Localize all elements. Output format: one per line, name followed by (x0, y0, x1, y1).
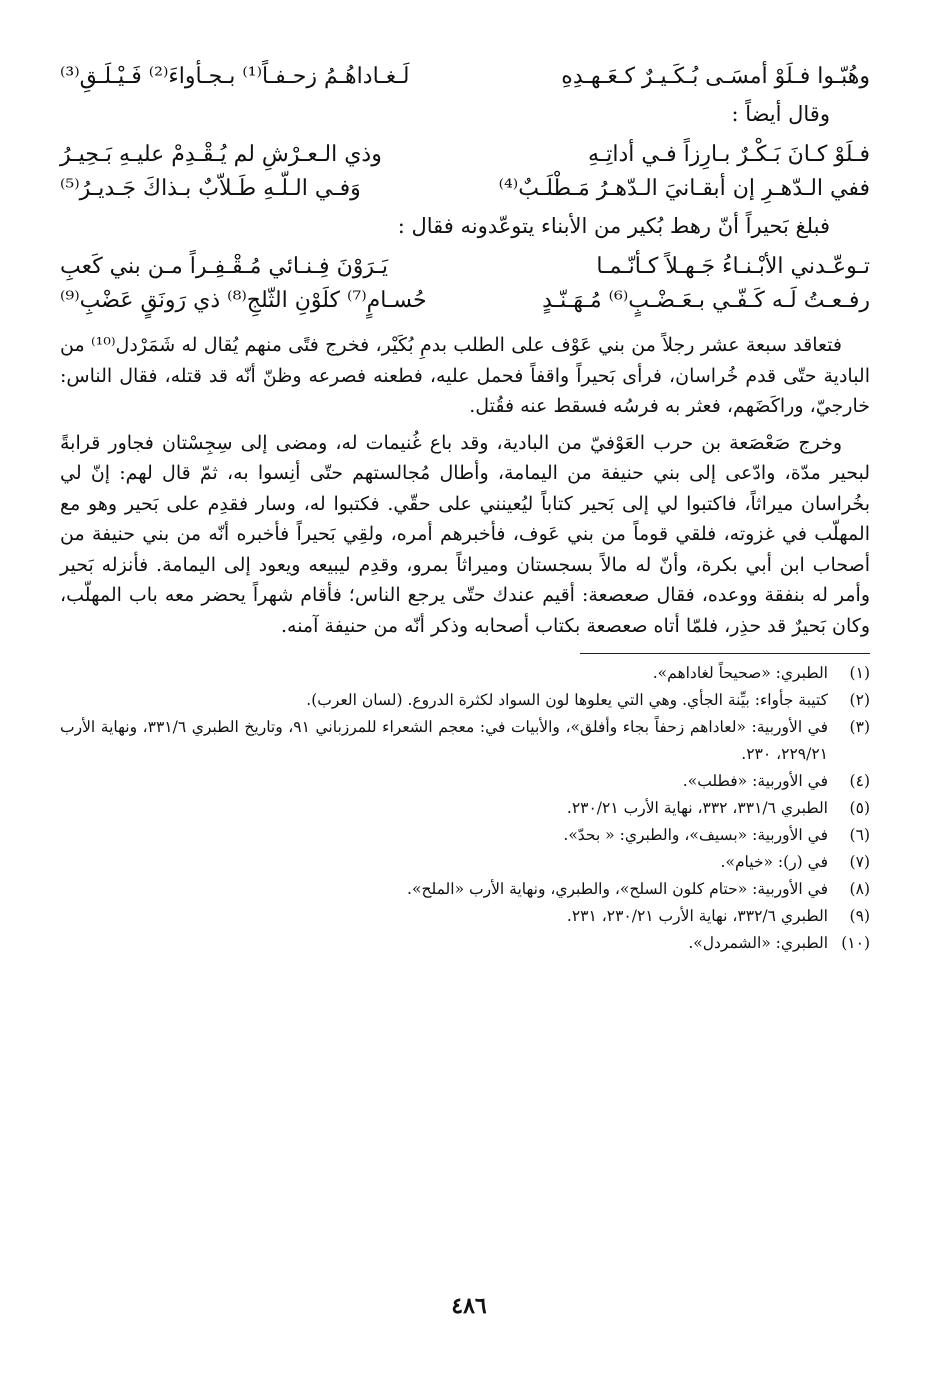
footnote-text: في (ر): «خيام». (720, 853, 828, 871)
verse-hemistich-first: وهُبّـوا فـلَوْ أمسَـى بُـكَـيـرٌ كـعَـهـدِهِ (561, 64, 870, 89)
body-paragraph: وخرج صَعْصَعة بن حرب العَوْفيّ من البادية، وقد باع غُنيمات له، ومضى إلى سِجِسْتان فجاور قرابةً لبحير مدّة، وادّعى إلى بني حنيفة من اليمامة، وأطال مُجالستهم حتّى أنِسوا به، ثمّ قال لهم: إنّ لي بخُراسان ميراثاً، فاكتبوا لي إلى بَحير كتاباً ليُعينني على حقّي. فكتبوا له، وسار فقدِم على بَحير وهو مع المهلّب في غزوته، فلقي قوماً من بني عَوف، فأخبرهم أمره، ولقِي بَحيراً فأخبره أنّه من بني حنيفة من أصحاب ابن أبي بكرة، وأنّ له مالاً بسجستان وميراثاً بمرو، وقدِم ليبيعه ويعود إلى اليمامة. فأنزله بَحير وأمر له بنفقة ووعده، فقال صعصعة: أقيم عندك حتّى يرجع الناس؛ فأقام شهراً يحضر معه باب المهلّب، وكان بَحيرٌ قد حذِر، فلمّا أتاه صعصعة بكتاب أصحابه وذكر أنّه من حنيفة آمنه. (60, 431, 870, 637)
footnote-text: الطبري: «صحيحاً لغاداهم». (652, 664, 828, 682)
verse-line (60, 172, 870, 206)
verse-hemistich-first: ففي الـدّهـرِ إن أبقـانيَ الـدّهـرُ مَـطْلَـبٌ⁽⁴⁾ (498, 176, 870, 201)
verse-line (60, 284, 870, 318)
footnote-text: في الأوربية: «بسيف»، والطبري: « بحدّ». (563, 826, 828, 844)
footnote (60, 903, 870, 930)
footnote (60, 660, 870, 687)
page-body (60, 60, 870, 957)
footnote-number: (٦) (849, 826, 870, 844)
footnote-text: في الأوربية: «حتام كلون السلح»، والطبري، ونهاية الأرب «الملح». (407, 880, 828, 898)
footnote-number: (٢) (849, 691, 870, 709)
footnote (60, 876, 870, 903)
footnote-number: (٩) (849, 907, 870, 925)
footnote-text: كتيبة جأواء: بيِّنة الجأي. وهي التي يعلوها لون السواد لكثرة الدروع. (لسان العرب). (306, 691, 828, 709)
verse-intro: فبلغ بَحيراً أنّ رهط بُكير من الأبناء يتوعّدونه فقال : (397, 214, 830, 238)
footnote-text: الطبري: «الشمردل». (688, 934, 828, 952)
footnote-number: (٧) (849, 853, 870, 871)
footnote (60, 714, 870, 768)
footnote-text: في الأوربية: «فطلب». (682, 772, 828, 790)
footnote (60, 822, 870, 849)
verse-hemistich-second: وذي الـعـرْشِ لم يُـقْـدِمْ عليـهِ بَـحِيـرُ (60, 142, 382, 167)
footnote (60, 687, 870, 714)
footnote-number: (٨) (849, 880, 870, 898)
verse-intro: وقال أيضاً : (731, 102, 830, 126)
verse-hemistich-first: فـلَوْ كـانَ بَـكْـرٌ بـارِزاً فـي أداتِـهِ (588, 142, 870, 167)
verse-line (60, 250, 870, 284)
footnote-text: في الأوربية: «لعاداهم زحفاً بجاء وأفلق»، والأبيات في: معجم الشعراء للمرزباني ٩١، وتاريخ الطبري ٣٣١/٦، ونهاية الأرب ٢٢٩/٢١، ٢٣٠. (60, 718, 829, 763)
footnote (60, 930, 870, 957)
footnote (60, 849, 870, 876)
footnote-number: (٥) (849, 799, 870, 817)
footnote-number: (٣) (849, 718, 870, 736)
verse-line (60, 138, 870, 172)
verse-hemistich-first: تـوعّـدني الأبْـنـاءُ جَـهـلاً كـأنّـمـا (596, 254, 870, 279)
footnote (60, 768, 870, 795)
verse-hemistich-second: يَـرَوْنَ فِـنـائي مُـقْـفِـراً مـن بني كَعبِ (60, 254, 389, 279)
footnote-number: (١) (849, 664, 870, 682)
verse-hemistich-second: حُسـامٍ⁽⁷⁾ كلَوْنِ الثّلجِ⁽⁸⁾ ذي رَونَقٍ عَضْبِ⁽⁹⁾ (60, 288, 427, 313)
footnote-text: الطبري ٣٣١/٦، ٣٣٢، نهاية الأرب ٢٣٠/٢١. (566, 799, 828, 817)
footnote-number: (١٠) (841, 934, 870, 952)
footnote-text: الطبري ٣٣٢/٦، نهاية الأرب ٢٣٠/٢١، ٢٣١. (566, 907, 828, 925)
footnote-divider (580, 653, 870, 654)
footnote-number: (٤) (849, 772, 870, 790)
verse-hemistich-second: لَـغـاداهُـمُ زحـفـاً⁽¹⁾ بـجـأواءَ⁽²⁾ فَـيْـلَـقِ⁽³⁾ (60, 64, 410, 89)
footnote (60, 795, 870, 822)
body-paragraph: فتعاقد سبعة عشر رجلاً من بني عَوْف على الطلب بدمِ بُكَيْر، فخرج فتًى منهم يُقال له شَمَرْدل⁽¹⁰⁾ من البادية حتّى قدم خُراسان، فرأى بَحيراً واقفاً فحمل عليه، فطعنه فصرعه وظنّ أنّه قد قتله، فقال الناس: خارجيّ، وراكَضَهم، فعثر به فرسُه فسقط عنه فقُتل. (60, 334, 870, 417)
verse-line (60, 60, 870, 94)
verse-hemistich-first: رفـعـتُ لَـه كَـفّـي بـعَـضْـبٍ⁽⁶⁾ مُـهَـنّـدٍ (542, 288, 870, 313)
page-number: ٤٨٦ (451, 1293, 487, 1319)
verse-hemistich-second: وَفـي الـلّـهِ طَـلاّبٌ بـذاكَ جَـديـرُ⁽⁵⁾ (60, 176, 361, 201)
